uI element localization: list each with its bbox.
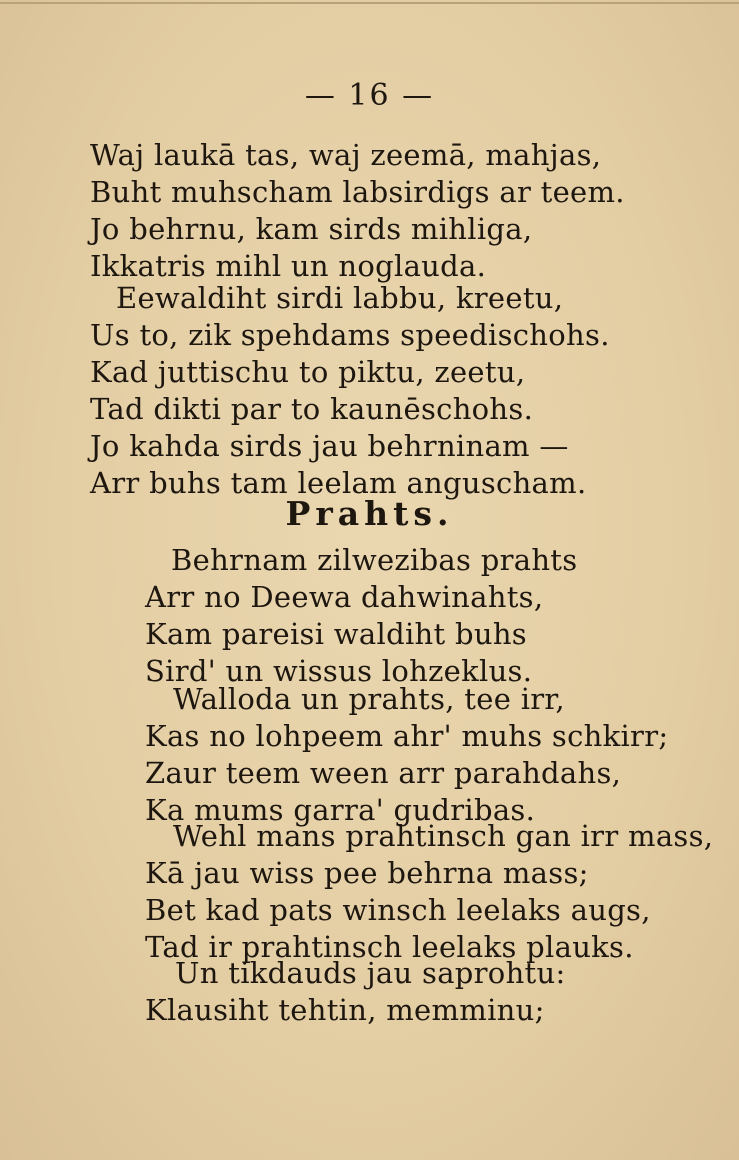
verse-line: Klausiht tehtin, memminu; xyxy=(145,993,545,1027)
verse-line: Arr buhs tam leelam anguscham. xyxy=(90,466,587,500)
verse-line: Ikkatris mihl un noglauda. xyxy=(90,249,487,283)
verse-line: Us to, zik spehdams speedischohs. xyxy=(90,318,610,352)
verse-line: Eewaldiht sirdi labbu, kreetu, xyxy=(116,281,564,315)
verse-line: Un tikdauds jau saprohtu: xyxy=(175,956,566,990)
verse-line: Kad juttischu to piktu, zeetu, xyxy=(90,355,526,389)
page-number: — 16 — xyxy=(304,78,435,113)
verse-line: Kas no lohpeem ahr' muhs schkirr; xyxy=(145,719,669,753)
verse-line: Kam pareisi waldiht buhs xyxy=(145,617,527,651)
poem2-stanza-3 xyxy=(145,818,713,966)
poem1-stanza-1 xyxy=(90,137,625,285)
verse-line: Waj laukā tas, waj zeemā, mahjas, xyxy=(90,138,602,172)
poem2-stanza-1 xyxy=(145,542,577,690)
poem2-stanza-4 xyxy=(145,955,566,1029)
verse-line: Kā jau wiss pee behrna mass; xyxy=(145,856,589,890)
verse-line: Behrnam zilwezibas prahts xyxy=(171,543,578,577)
verse-line: Tad dikti par to kaunēschohs. xyxy=(90,392,534,426)
poem2-stanza-2 xyxy=(145,681,668,829)
verse-line: Sird' un wissus lohzeklus. xyxy=(145,654,533,688)
poem1-stanza-2 xyxy=(90,280,610,502)
verse-line: Buht muhscham labsirdigs ar teem. xyxy=(90,175,625,209)
verse-line: Jo behrnu, kam sirds mihliga, xyxy=(90,212,533,246)
verse-line: Zaur teem ween arr parahdahs, xyxy=(145,756,622,790)
verse-line: Wehl mans prahtinsch gan irr mass, xyxy=(173,819,714,853)
verse-line: Tad ir prahtinsch leelaks plauks. xyxy=(145,930,634,964)
section-heading: Prahts. xyxy=(285,494,454,533)
verse-line: Walloda un prahts, tee irr, xyxy=(173,682,565,716)
verse-line: Bet kad pats winsch leelaks augs, xyxy=(145,893,651,927)
verse-line: Ka mums garra' gudribas. xyxy=(145,793,536,827)
verse-line: Jo kahda sirds jau behrninam — xyxy=(90,429,569,463)
top-edge-rule xyxy=(0,2,739,4)
verse-line: Arr no Deewa dahwinahts, xyxy=(145,580,544,614)
